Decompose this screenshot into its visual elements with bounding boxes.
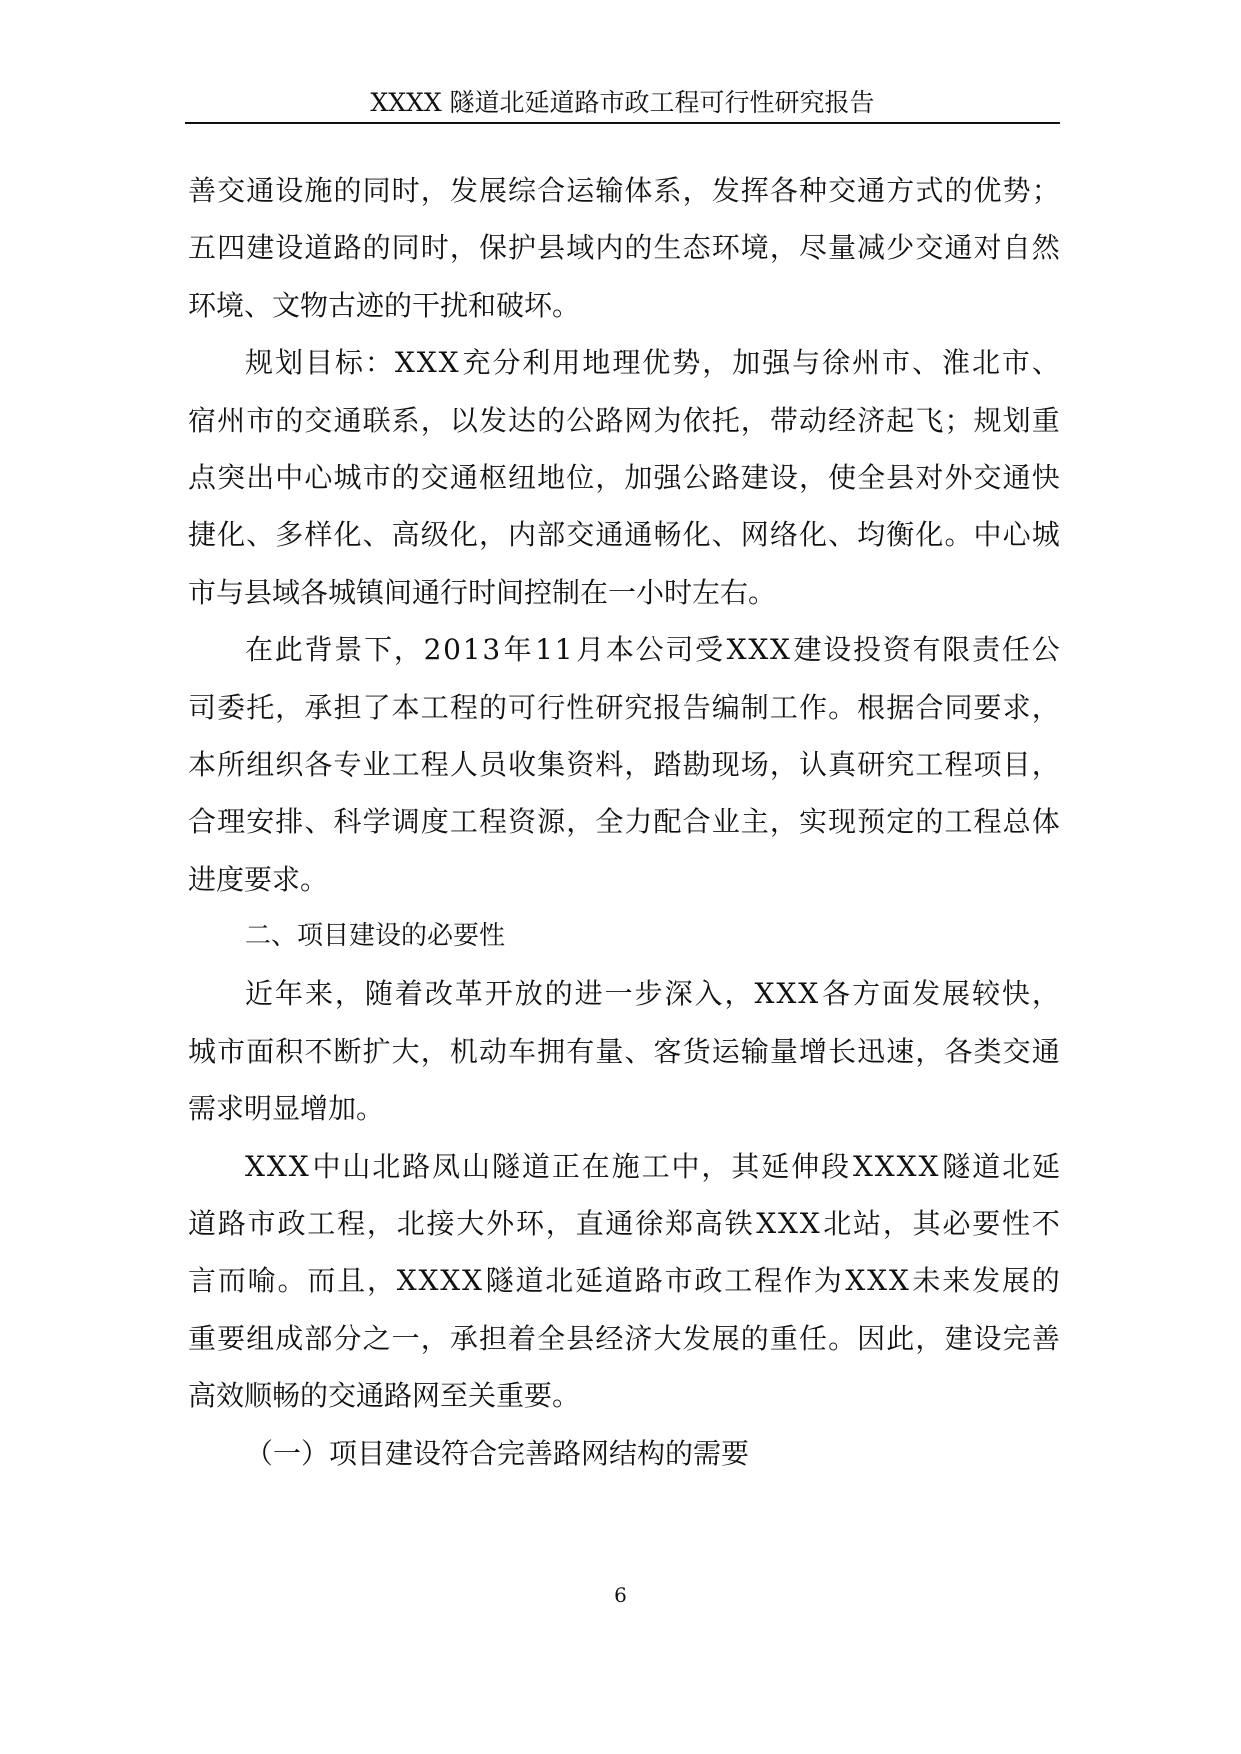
text-line: 规 划 目 标 ： X X X 充 分 利 用 地 理 优 势 ， 加 强 与 徐 州 市 、 淮 北 市 、 bbox=[245, 346, 1060, 380]
document-body bbox=[188, 162, 1060, 1482]
text-line: 点 突 出 中 心 城 市 的 交 通 枢 纽 地 位 ， 加 强 公 路 建 设 ， 使 全 县 对 外 交 通 快 bbox=[188, 460, 1060, 494]
header-rule bbox=[185, 122, 1060, 124]
text-line: 本 所 组 织 各 专 业 工 程 人 员 收 集 资 料 ， 踏 勘 现 场 ， 认 真 研 究 工 程 项 目 ， bbox=[188, 747, 1060, 781]
text-line: 高效顺畅的交通路网至关重要。 bbox=[188, 1379, 581, 1413]
text-line: 环境、文物古迹的干扰和破坏。 bbox=[188, 288, 581, 322]
running-header: XXXX 隧道北延道路市政工程可行性研究报告 bbox=[370, 88, 875, 117]
text-line: X X X 中 山 北 路 凤 山 隧 道 正 在 施 工 中 ， 其 延 伸 段 X X X X 隧 道 北 延 bbox=[245, 1149, 1060, 1183]
text-line: 重 要 组 成 部 分 之 一 ， 承 担 着 全 县 经 济 大 发 展 的 重 任 。 因 此 ， 建 设 完 善 bbox=[188, 1321, 1060, 1355]
text-line: 市与县域各城镇间通行时间控制在一小时左右。 bbox=[188, 575, 777, 609]
text-line: 城 市 面 积 不 断 扩 大 ， 机 动 车 拥 有 量 、 客 货 运 输 量 增 长 迅 速 ， 各 类 交 通 bbox=[188, 1034, 1060, 1068]
text-line: 五 四 建 设 道 路 的 同 时 ， 保 护 县 域 内 的 生 态 环 境 ， 尽 量 减 少 交 通 对 自 然 bbox=[188, 231, 1060, 265]
text-line: 合 理 安 排 、 科 学 调 度 工 程 资 源 ， 全 力 配 合 业 主 ， 实 现 预 定 的 工 程 总 体 bbox=[188, 805, 1060, 839]
text-line: 进度要求。 bbox=[188, 862, 329, 896]
section-heading: 二、项目建设的必要性 bbox=[245, 921, 506, 952]
text-line: 近 年 来 ， 随 着 改 革 开 放 的 进 一 步 深 入 ， X X X 各 方 面 发 展 较 快 ， bbox=[245, 977, 1060, 1011]
text-line: 需求明显增加。 bbox=[188, 1092, 385, 1126]
text-line: 道 路 市 政 工 程 ， 北 接 大 外 环 ， 直 通 徐 郑 高 铁 X X X 北 站 ， 其 必 要 性 不 bbox=[188, 1207, 1060, 1241]
text-line: 司 委 托 ， 承 担 了 本 工 程 的 可 行 性 研 究 报 告 编 制 工 作 。 根 据 合 同 要 求 ， bbox=[188, 690, 1060, 724]
text-line: 善 交 通 设 施 的 同 时 ， 发 展 综 合 运 输 体 系 ， 发 挥 各 种 交 通 方 式 的 优 势 ； bbox=[188, 174, 1060, 207]
page-number: 6 bbox=[614, 1583, 627, 1607]
text-line: 言 而 喻 。 而 且 ， X X X X 隧 道 北 延 道 路 市 政 工 程 作 为 X X X 未 来 发 展 的 bbox=[188, 1264, 1060, 1298]
subsection-heading: （一）项目建设符合完善路网结构的需要 bbox=[245, 1436, 750, 1470]
text-line: 宿 州 市 的 交 通 联 系 ， 以 发 达 的 公 路 网 为 依 托 ， 带 动 经 济 起 飞 ； 规 划 重 bbox=[188, 403, 1060, 437]
text-line: 在 此 背 景 下 ， 2 0 1 3 年 1 1 月 本 公 司 受 X X X 建 设 投 资 有 限 责 任 公 bbox=[245, 633, 1060, 667]
text-line: 捷 化 、 多 样 化 、 高 级 化 ， 内 部 交 通 通 畅 化 、 网 络 化 、 均 衡 化 。 中 心 城 bbox=[188, 518, 1060, 552]
